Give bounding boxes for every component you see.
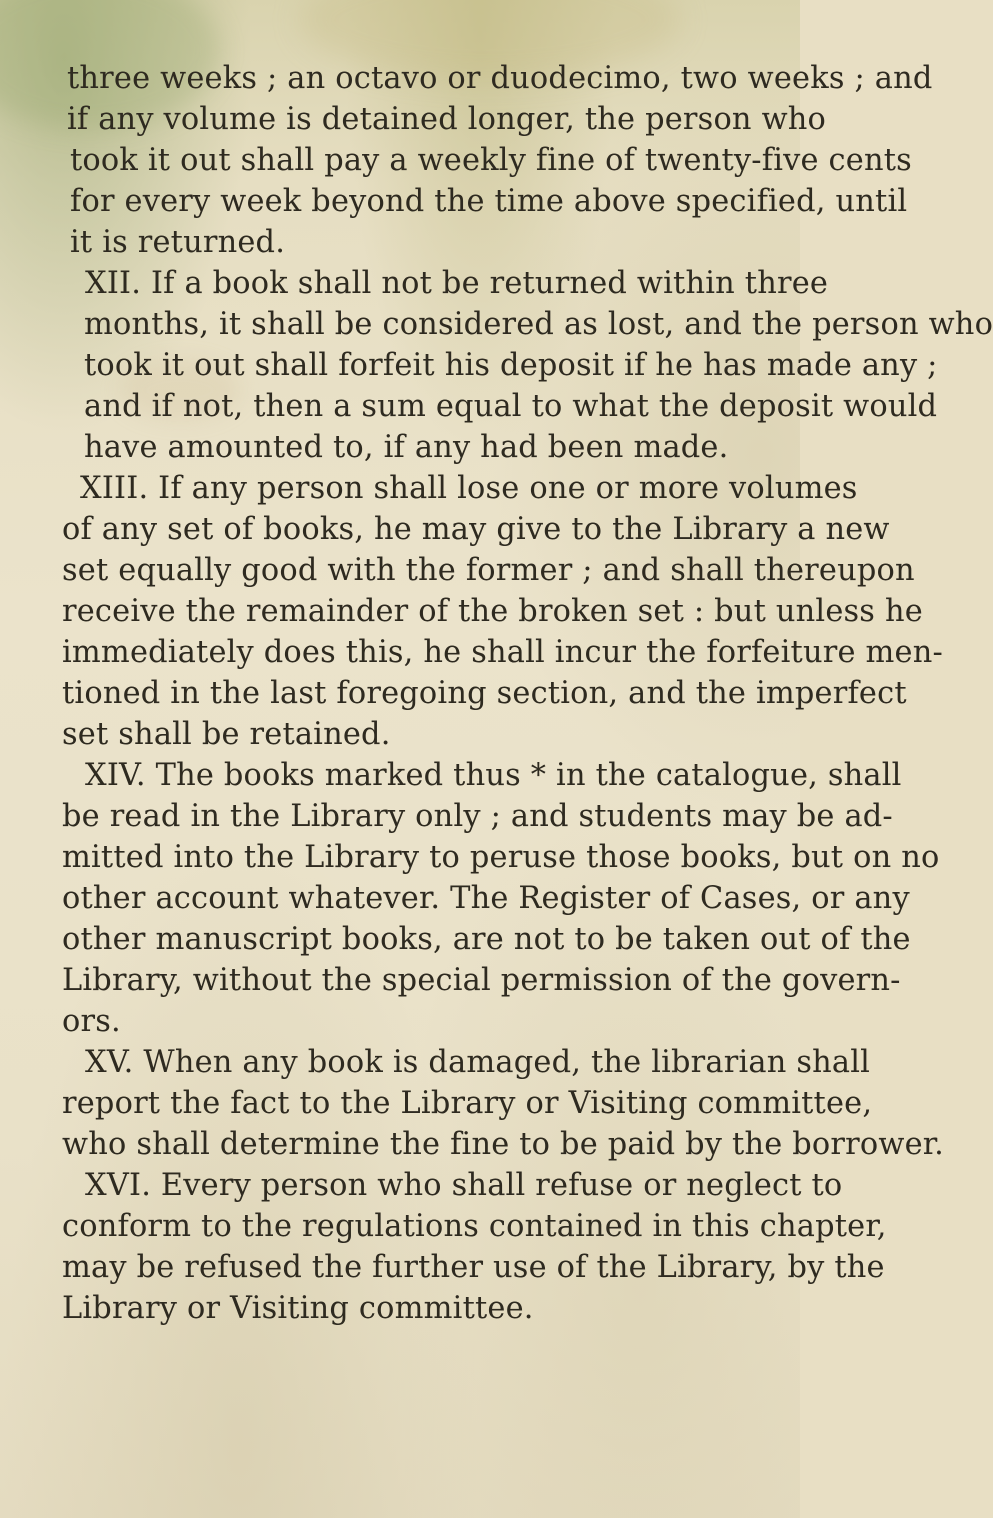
text-line: who shall determine the fine to be paid by the borrower. <box>62 1127 945 1162</box>
text-line: took it out shall forfeit his deposit if he has made any ; <box>84 348 938 383</box>
text-line: receive the remainder of the broken set : but unless he <box>62 594 923 629</box>
text-line: took it out shall pay a weekly fine of twenty-five cents <box>70 143 912 178</box>
text-line: if any volume is detained longer, the person who <box>67 102 827 137</box>
text-line: conform to the regulations contained in this chapter, <box>62 1209 887 1244</box>
text-line: other manuscript books, are not to be taken out of the <box>62 922 911 957</box>
text-line: have amounted to, if any had been made. <box>84 430 729 465</box>
text-line: XII. If a book shall not be returned within three <box>85 266 829 301</box>
text-line: XVI. Every person who shall refuse or neglect to <box>85 1168 843 1203</box>
text-line: for every week beyond the time above specified, until <box>70 184 908 219</box>
text-line: Library or Visiting committee. <box>62 1291 534 1326</box>
text-line: set shall be retained. <box>62 717 391 752</box>
body-text <box>40 58 993 1329</box>
text-line: mitted into the Library to peruse those books, but on no <box>62 840 940 875</box>
text-line: XIV. The books marked thus * in the catalogue, shall <box>85 758 902 793</box>
text-line: and if not, then a sum equal to what the deposit would <box>84 389 938 424</box>
text-line: may be refused the further use of the Library, by the <box>62 1250 885 1285</box>
text-line: three weeks ; an octavo or duodecimo, two weeks ; and <box>67 61 933 96</box>
text-line: Library, without the special permission of the govern- <box>62 963 901 998</box>
text-line: tioned in the last foregoing section, and the imperfect <box>62 676 907 711</box>
text-line: XV. When any book is damaged, the librarian shall <box>85 1045 871 1080</box>
text-line: immediately does this, he shall incur the forfeiture men- <box>62 635 943 670</box>
text-line: other account whatever. The Register of Cases, or any <box>62 881 910 916</box>
text-line: it is returned. <box>70 225 286 260</box>
text-line: set equally good with the former ; and shall thereupon <box>62 553 915 588</box>
text-line: report the fact to the Library or Visiting committee, <box>62 1086 873 1121</box>
text-line: months, it shall be considered as lost, and the person who <box>84 307 993 342</box>
text-line: XIII. If any person shall lose one or more volumes <box>80 471 858 506</box>
text-line: ors. <box>62 1004 121 1039</box>
text-line: of any set of books, he may give to the Library a new <box>62 512 890 547</box>
text-line: be read in the Library only ; and students may be ad- <box>62 799 893 834</box>
